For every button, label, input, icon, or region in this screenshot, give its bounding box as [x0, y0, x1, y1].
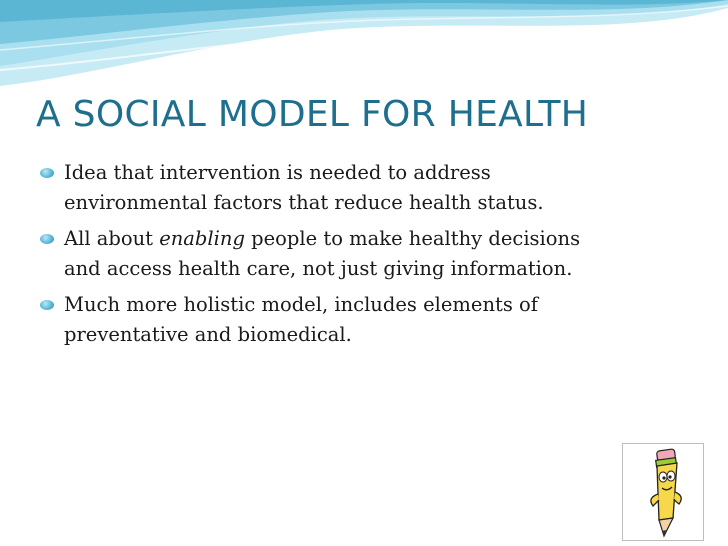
bullet-item [40, 290, 680, 350]
wave-banner-icon [0, 0, 728, 90]
bullet-text: Much more holistic model, includes elements of [64, 293, 538, 316]
bullet-text-continued: and access health care, not just giving information. [64, 257, 573, 280]
bullet-emphasis: enabling [159, 227, 245, 250]
bullet-dot-icon [40, 300, 54, 310]
pencil-cartoon-icon [623, 444, 703, 540]
pencil-clipart [622, 443, 704, 541]
bullet-item [40, 158, 680, 218]
bullet-text: Idea that intervention is needed to address [64, 161, 491, 184]
bullet-text: All about [64, 227, 160, 250]
bullet-dot-icon [40, 168, 54, 178]
bullet-text-continued: environmental factors that reduce health status. [64, 191, 544, 214]
slide-title: A SOCIAL MODEL FOR HEALTH [36, 94, 589, 135]
bullet-dot-icon [40, 234, 54, 244]
bullet-list [40, 158, 680, 356]
bullet-item [40, 224, 680, 284]
bullet-text: people to make healthy decisions [244, 227, 581, 250]
bullet-text-continued: preventative and biomedical. [64, 323, 352, 346]
